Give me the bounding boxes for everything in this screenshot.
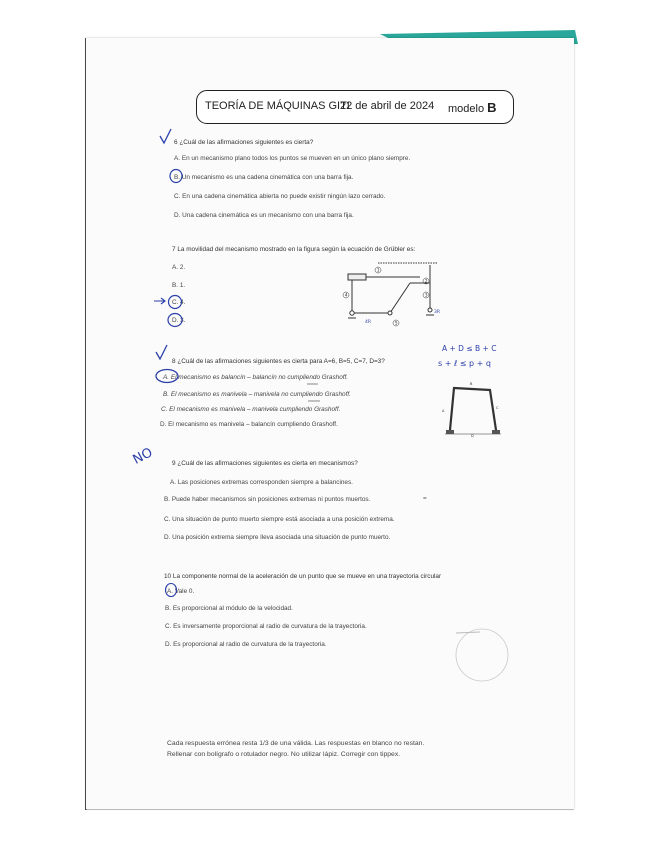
course-title: TEORÍA DE MÁQUINAS GITI — [205, 100, 350, 112]
question-8-option-b: B. El mecanismo es manivela – manivela no cumpliendo Grashoff. — [163, 391, 351, 398]
link-top — [454, 388, 490, 390]
link-left — [450, 388, 454, 430]
q8-math-line-1: A + D ≤ B + C — [442, 344, 497, 353]
q7-label-3r: 3R — [434, 310, 440, 315]
question-8-option-c: C. El mecanismo es manivela – manivela cumpliendo Grashoff. — [161, 406, 341, 413]
circle-q10-a — [166, 584, 177, 597]
joint-bottom — [388, 311, 392, 315]
question-9-option-c: C. Una situación de punto muerto siempre está asociada a una posición extrema. — [164, 516, 395, 523]
question-7-stem: 7 La movilidad del mecanismo mostrado en la figura según la ecuación de Grübler es: — [172, 246, 416, 253]
question-7-option-b: B. 1. — [172, 282, 186, 289]
question-8-option-a: A. El mecanismo es balancín – balancín no cumpliendo Grashoff. — [163, 374, 349, 381]
faint-circle-sketch — [456, 629, 508, 681]
link-diagonal — [390, 283, 410, 313]
question-7-option-a: A. 2. — [172, 264, 186, 271]
check-mark-q8 — [156, 345, 167, 359]
q7-label-2: 2 — [424, 279, 428, 285]
question-8-option-d: D. El mecanismo es manivela – balancín cumpliendo Grashoff. — [160, 421, 338, 428]
question-9-option-b: B. Puede haber mecanismos sin posiciones extremas ni puntos muertos. — [164, 496, 371, 503]
check-mark-q6 — [160, 129, 171, 143]
instructions-line-1: Cada respuesta errónea resta 1/3 de una válida. Las respuestas en blanco no restan. — [167, 740, 425, 747]
question-9-option-d: D. Una posición extrema siempre lleva asociada una situación de punto muerto. — [164, 534, 391, 541]
question-8-stem: 8 ¿Cuál de las afirmaciones siguientes es cierta para A=6, B=5, C=7, D=3? — [172, 358, 385, 365]
exam-date: 22 de abril de 2024 — [340, 100, 435, 112]
q8-label-a: A — [442, 409, 445, 413]
circle-q7-c — [169, 296, 182, 309]
question-6-stem: 6 ¿Cuál de las afirmaciones siguientes es cierta? — [174, 139, 314, 146]
arrow-q7-c — [154, 298, 165, 304]
q8-label-d: D — [471, 434, 474, 438]
model-letter: B — [487, 100, 497, 115]
question-7-option-d: D. 3. — [172, 317, 186, 324]
question-9-option-a: A. Las posiciones extremas corresponden siempre a balancines. — [170, 479, 353, 486]
question-10-option-b: B. Es proporcional al módulo de la velocidad. — [165, 605, 293, 612]
q8-label-c: C — [496, 406, 499, 410]
link-right — [490, 390, 496, 430]
q8-label-b: B — [470, 382, 473, 386]
question-10-option-c: C. Es inversamente proporcional al radio de curvatura de la trayectoria. — [165, 623, 367, 630]
q9-handwritten-mark: NO — [130, 445, 156, 468]
question-9-stem: 9 ¿Cuál de las afirmaciones siguientes es cierta en mecanismos? — [172, 460, 358, 467]
mechanism-figure-q7 — [338, 255, 448, 331]
q7-label-4r: 4R — [365, 320, 371, 325]
q9-option-b-mark: = — [423, 495, 427, 502]
question-6-option-a: A. En un mecanismo plano todos los puntos se mueven en un único plano siempre. — [174, 155, 411, 162]
joint-right — [428, 308, 432, 312]
instructions-line-2: Rellenar con bolígrafo o rotulador negro. No utilizar lápiz. Corregir con tippex. — [167, 751, 401, 758]
question-6-option-d: D. Una cadena cinemática es un mecanismo con una barra fija. — [174, 212, 354, 219]
ground-right — [492, 430, 500, 434]
q7-label-1: 1 — [376, 268, 380, 274]
q7-label-4: 4 — [344, 293, 348, 299]
question-7-option-c: C. 4. — [172, 299, 186, 306]
slider-block — [348, 274, 366, 280]
question-6-option-c: C. En una cadena cinemática abierta no puede existir ningún lazo cerrado. — [174, 193, 386, 200]
question-10-stem: 10 La componente normal de la aceleración de un punto que se mueve en una trayectoria circular — [164, 573, 442, 580]
q8-math-line-2: s + ℓ ≤ p + q — [438, 359, 491, 368]
circle-q6-b — [170, 170, 182, 183]
four-bar-figure-q8 — [440, 376, 506, 438]
q7-label-3: 3 — [424, 293, 428, 299]
question-6-option-b: B. Un mecanismo es una cadena cinemática con una barra fija. — [174, 174, 354, 181]
q7-label-5: 5 — [394, 321, 398, 327]
circle-q8-a — [156, 370, 178, 383]
ground-left — [446, 430, 454, 434]
question-10-option-a: A. Vale 0. — [167, 588, 195, 595]
circle-q7-d — [168, 314, 182, 327]
model-label: modelo — [448, 103, 485, 115]
joint-left — [350, 311, 354, 315]
question-10-option-d: D. Es proporcional al radio de curvatura de la trayectoria. — [165, 641, 327, 648]
